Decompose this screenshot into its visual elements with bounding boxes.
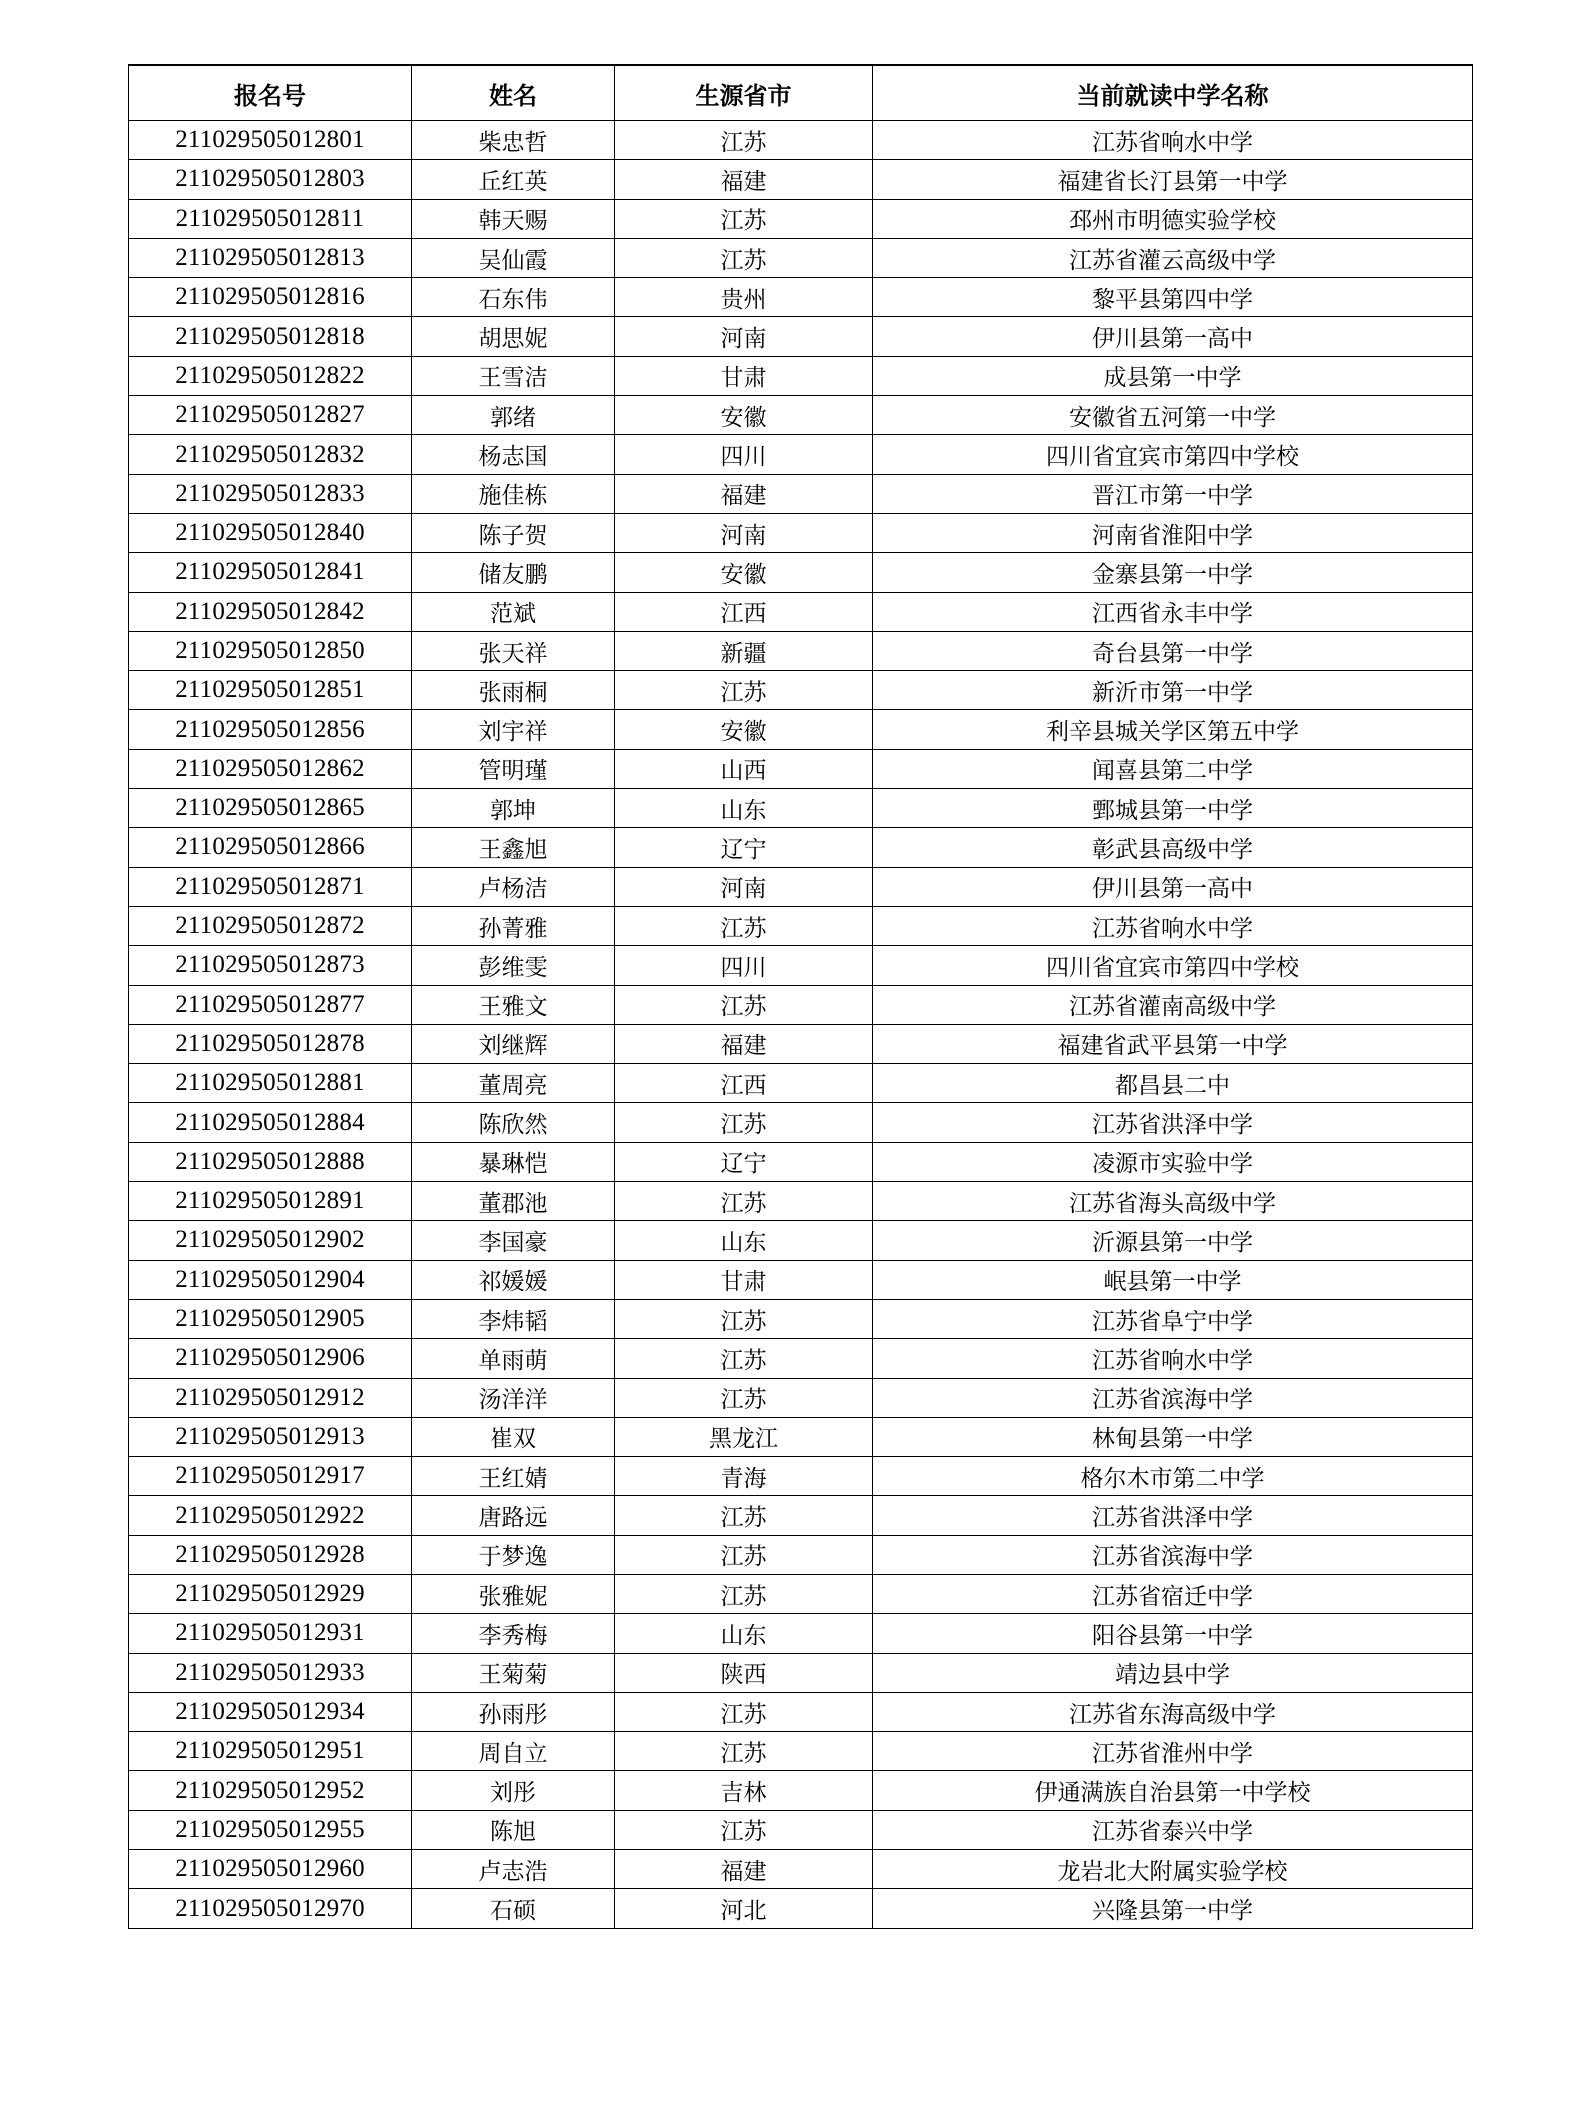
province-cell: 黑龙江 bbox=[615, 1417, 873, 1456]
school-name-cell: 伊川县第一高中 bbox=[873, 317, 1473, 356]
registration-number-cell: 211029505012832 bbox=[129, 435, 412, 474]
province-cell: 江苏 bbox=[615, 1535, 873, 1574]
header-row bbox=[129, 65, 1473, 121]
table-header bbox=[129, 65, 1473, 121]
table-row bbox=[129, 1614, 1473, 1653]
table-row bbox=[129, 356, 1473, 395]
table-row bbox=[129, 1535, 1473, 1574]
province-cell: 江苏 bbox=[615, 1732, 873, 1771]
registration-number-cell: 211029505012970 bbox=[129, 1889, 412, 1928]
school-name-cell: 安徽省五河第一中学 bbox=[873, 396, 1473, 435]
province-cell: 福建 bbox=[615, 1850, 873, 1889]
student-name-cell: 董郡池 bbox=[412, 1182, 615, 1221]
school-name-cell: 江苏省淮州中学 bbox=[873, 1732, 1473, 1771]
registration-number-cell: 211029505012912 bbox=[129, 1378, 412, 1417]
registration-number-cell: 211029505012906 bbox=[129, 1339, 412, 1378]
province-cell: 甘肃 bbox=[615, 1260, 873, 1299]
registration-number-cell: 211029505012922 bbox=[129, 1496, 412, 1535]
student-name-cell: 刘宇祥 bbox=[412, 710, 615, 749]
registration-number-cell: 211029505012801 bbox=[129, 121, 412, 160]
province-cell: 江苏 bbox=[615, 985, 873, 1024]
student-name-cell: 石东伟 bbox=[412, 278, 615, 317]
school-name-cell: 奇台县第一中学 bbox=[873, 631, 1473, 670]
province-cell: 江苏 bbox=[615, 1496, 873, 1535]
table-row bbox=[129, 317, 1473, 356]
school-name-cell: 江苏省泰兴中学 bbox=[873, 1810, 1473, 1849]
table-row bbox=[129, 1417, 1473, 1456]
school-name-cell: 伊通满族自治县第一中学校 bbox=[873, 1771, 1473, 1810]
registration-number-cell: 211029505012891 bbox=[129, 1182, 412, 1221]
school-name-cell: 阳谷县第一中学 bbox=[873, 1614, 1473, 1653]
registration-number-cell: 211029505012872 bbox=[129, 906, 412, 945]
table-row bbox=[129, 1692, 1473, 1731]
province-cell: 福建 bbox=[615, 474, 873, 513]
registration-number-cell: 211029505012931 bbox=[129, 1614, 412, 1653]
province-cell: 山东 bbox=[615, 1614, 873, 1653]
registration-number-cell: 211029505012813 bbox=[129, 238, 412, 277]
table-row bbox=[129, 671, 1473, 710]
student-name-cell: 唐路远 bbox=[412, 1496, 615, 1535]
school-name-cell: 四川省宜宾市第四中学校 bbox=[873, 435, 1473, 474]
student-name-cell: 张雨桐 bbox=[412, 671, 615, 710]
registration-number-cell: 211029505012933 bbox=[129, 1653, 412, 1692]
student-name-cell: 汤洋洋 bbox=[412, 1378, 615, 1417]
table-row bbox=[129, 1732, 1473, 1771]
school-name-cell: 格尔木市第二中学 bbox=[873, 1457, 1473, 1496]
registration-number-cell: 211029505012884 bbox=[129, 1103, 412, 1142]
school-name-cell: 凌源市实验中学 bbox=[873, 1142, 1473, 1181]
registration-number-cell: 211029505012818 bbox=[129, 317, 412, 356]
table-row bbox=[129, 121, 1473, 160]
province-cell: 河南 bbox=[615, 317, 873, 356]
province-cell: 甘肃 bbox=[615, 356, 873, 395]
province-cell: 江西 bbox=[615, 592, 873, 631]
registration-number-cell: 211029505012871 bbox=[129, 867, 412, 906]
registration-number-cell: 211029505012928 bbox=[129, 1535, 412, 1574]
province-cell: 山西 bbox=[615, 749, 873, 788]
table-row bbox=[129, 1810, 1473, 1849]
province-cell: 江苏 bbox=[615, 906, 873, 945]
student-name-cell: 陈子贺 bbox=[412, 513, 615, 552]
table-row bbox=[129, 867, 1473, 906]
school-name-cell: 鄄城县第一中学 bbox=[873, 789, 1473, 828]
student-name-cell: 于梦逸 bbox=[412, 1535, 615, 1574]
registration-number-cell: 211029505012811 bbox=[129, 199, 412, 238]
registration-number-cell: 211029505012934 bbox=[129, 1692, 412, 1731]
table-row bbox=[129, 1889, 1473, 1928]
registration-number-cell: 211029505012866 bbox=[129, 828, 412, 867]
school-name-cell: 江苏省阜宁中学 bbox=[873, 1299, 1473, 1338]
school-name-cell: 福建省武平县第一中学 bbox=[873, 1024, 1473, 1063]
school-name-cell: 利辛县城关学区第五中学 bbox=[873, 710, 1473, 749]
registration-number-cell: 211029505012865 bbox=[129, 789, 412, 828]
student-name-cell: 王雅文 bbox=[412, 985, 615, 1024]
student-name-cell: 张雅妮 bbox=[412, 1574, 615, 1613]
table-row bbox=[129, 631, 1473, 670]
student-name-cell: 管明瑾 bbox=[412, 749, 615, 788]
student-name-cell: 范斌 bbox=[412, 592, 615, 631]
student-name-cell: 韩天赐 bbox=[412, 199, 615, 238]
table-row bbox=[129, 160, 1473, 199]
school-name-cell: 沂源县第一中学 bbox=[873, 1221, 1473, 1260]
school-name-cell: 江苏省滨海中学 bbox=[873, 1378, 1473, 1417]
student-name-cell: 胡思妮 bbox=[412, 317, 615, 356]
table-row bbox=[129, 1496, 1473, 1535]
student-name-cell: 王红婧 bbox=[412, 1457, 615, 1496]
table-row bbox=[129, 985, 1473, 1024]
registration-number-cell: 211029505012951 bbox=[129, 1732, 412, 1771]
table-row bbox=[129, 1457, 1473, 1496]
school-name-cell: 江苏省滨海中学 bbox=[873, 1535, 1473, 1574]
registration-number-cell: 211029505012842 bbox=[129, 592, 412, 631]
province-cell: 辽宁 bbox=[615, 1142, 873, 1181]
student-name-cell: 王雪洁 bbox=[412, 356, 615, 395]
province-cell: 贵州 bbox=[615, 278, 873, 317]
student-name-cell: 孙菁雅 bbox=[412, 906, 615, 945]
table-row bbox=[129, 474, 1473, 513]
student-name-cell: 丘红英 bbox=[412, 160, 615, 199]
table-row bbox=[129, 710, 1473, 749]
student-name-cell: 刘继辉 bbox=[412, 1024, 615, 1063]
school-name-cell: 江苏省宿迁中学 bbox=[873, 1574, 1473, 1613]
table-row bbox=[129, 1024, 1473, 1063]
school-name-cell: 林甸县第一中学 bbox=[873, 1417, 1473, 1456]
table-row bbox=[129, 946, 1473, 985]
student-name-cell: 郭绪 bbox=[412, 396, 615, 435]
table-row bbox=[129, 828, 1473, 867]
student-name-cell: 孙雨彤 bbox=[412, 1692, 615, 1731]
province-cell: 辽宁 bbox=[615, 828, 873, 867]
student-name-cell: 彭维雯 bbox=[412, 946, 615, 985]
province-cell: 江苏 bbox=[615, 1339, 873, 1378]
student-name-cell: 杨志国 bbox=[412, 435, 615, 474]
school-name-cell: 彰武县高级中学 bbox=[873, 828, 1473, 867]
school-name-cell: 江苏省洪泽中学 bbox=[873, 1103, 1473, 1142]
table-row bbox=[129, 1142, 1473, 1181]
school-name-cell: 江西省永丰中学 bbox=[873, 592, 1473, 631]
province-cell: 福建 bbox=[615, 160, 873, 199]
province-cell: 新疆 bbox=[615, 631, 873, 670]
student-name-cell: 卢杨洁 bbox=[412, 867, 615, 906]
province-cell: 江苏 bbox=[615, 238, 873, 277]
school-name-cell: 江苏省响水中学 bbox=[873, 906, 1473, 945]
province-cell: 江苏 bbox=[615, 1810, 873, 1849]
student-name-cell: 陈欣然 bbox=[412, 1103, 615, 1142]
school-name-cell: 伊川县第一高中 bbox=[873, 867, 1473, 906]
school-name-cell: 闻喜县第二中学 bbox=[873, 749, 1473, 788]
province-cell: 青海 bbox=[615, 1457, 873, 1496]
province-cell: 江苏 bbox=[615, 199, 873, 238]
school-name-cell: 江苏省灌云高级中学 bbox=[873, 238, 1473, 277]
province-cell: 吉林 bbox=[615, 1771, 873, 1810]
province-cell: 山东 bbox=[615, 1221, 873, 1260]
table-row bbox=[129, 1653, 1473, 1692]
registration-number-cell: 211029505012929 bbox=[129, 1574, 412, 1613]
school-name-cell: 岷县第一中学 bbox=[873, 1260, 1473, 1299]
table-row bbox=[129, 906, 1473, 945]
table-row bbox=[129, 396, 1473, 435]
student-name-cell: 李秀梅 bbox=[412, 1614, 615, 1653]
table-row bbox=[129, 1103, 1473, 1142]
table-row bbox=[129, 1064, 1473, 1103]
province-cell: 河南 bbox=[615, 513, 873, 552]
student-name-cell: 董周亮 bbox=[412, 1064, 615, 1103]
student-name-cell: 张天祥 bbox=[412, 631, 615, 670]
registration-number-cell: 211029505012952 bbox=[129, 1771, 412, 1810]
province-cell: 江苏 bbox=[615, 1103, 873, 1142]
registration-number-cell: 211029505012877 bbox=[129, 985, 412, 1024]
registration-number-cell: 211029505012840 bbox=[129, 513, 412, 552]
school-name-cell: 江苏省东海高级中学 bbox=[873, 1692, 1473, 1731]
student-name-cell: 陈旭 bbox=[412, 1810, 615, 1849]
school-name-cell: 兴隆县第一中学 bbox=[873, 1889, 1473, 1928]
student-name-cell: 卢志浩 bbox=[412, 1850, 615, 1889]
student-name-cell: 祁媛媛 bbox=[412, 1260, 615, 1299]
student-name-cell: 施佳栋 bbox=[412, 474, 615, 513]
province-cell: 江苏 bbox=[615, 1692, 873, 1731]
table-row bbox=[129, 1850, 1473, 1889]
admission-roster-table bbox=[128, 64, 1473, 1929]
school-name-cell: 河南省淮阳中学 bbox=[873, 513, 1473, 552]
registration-number-cell: 211029505012878 bbox=[129, 1024, 412, 1063]
province-cell: 安徽 bbox=[615, 553, 873, 592]
table-row bbox=[129, 1339, 1473, 1378]
school-name-cell: 江苏省响水中学 bbox=[873, 121, 1473, 160]
province-cell: 陕西 bbox=[615, 1653, 873, 1692]
header-province: 生源省市 bbox=[615, 65, 873, 121]
school-name-cell: 江苏省海头高级中学 bbox=[873, 1182, 1473, 1221]
province-cell: 河北 bbox=[615, 1889, 873, 1928]
province-cell: 安徽 bbox=[615, 396, 873, 435]
province-cell: 江苏 bbox=[615, 121, 873, 160]
table-row bbox=[129, 1299, 1473, 1338]
registration-number-cell: 211029505012917 bbox=[129, 1457, 412, 1496]
table-row bbox=[129, 199, 1473, 238]
table-row bbox=[129, 1260, 1473, 1299]
table-body bbox=[129, 121, 1473, 1929]
student-name-cell: 李国豪 bbox=[412, 1221, 615, 1260]
province-cell: 江苏 bbox=[615, 1378, 873, 1417]
registration-number-cell: 211029505012841 bbox=[129, 553, 412, 592]
table-row bbox=[129, 1574, 1473, 1613]
province-cell: 福建 bbox=[615, 1024, 873, 1063]
school-name-cell: 福建省长汀县第一中学 bbox=[873, 160, 1473, 199]
province-cell: 江苏 bbox=[615, 1182, 873, 1221]
table-row bbox=[129, 1221, 1473, 1260]
student-name-cell: 储友鹏 bbox=[412, 553, 615, 592]
province-cell: 江苏 bbox=[615, 1574, 873, 1613]
school-name-cell: 江苏省响水中学 bbox=[873, 1339, 1473, 1378]
table-row bbox=[129, 238, 1473, 277]
registration-number-cell: 211029505012955 bbox=[129, 1810, 412, 1849]
province-cell: 江西 bbox=[615, 1064, 873, 1103]
school-name-cell: 金寨县第一中学 bbox=[873, 553, 1473, 592]
school-name-cell: 江苏省灌南高级中学 bbox=[873, 985, 1473, 1024]
table-row bbox=[129, 1771, 1473, 1810]
table-row bbox=[129, 789, 1473, 828]
registration-number-cell: 211029505012862 bbox=[129, 749, 412, 788]
registration-number-cell: 211029505012856 bbox=[129, 710, 412, 749]
registration-number-cell: 211029505012881 bbox=[129, 1064, 412, 1103]
student-name-cell: 郭坤 bbox=[412, 789, 615, 828]
registration-number-cell: 211029505012913 bbox=[129, 1417, 412, 1456]
registration-number-cell: 211029505012816 bbox=[129, 278, 412, 317]
student-name-cell: 吴仙霞 bbox=[412, 238, 615, 277]
student-name-cell: 王鑫旭 bbox=[412, 828, 615, 867]
school-name-cell: 四川省宜宾市第四中学校 bbox=[873, 946, 1473, 985]
table-row bbox=[129, 278, 1473, 317]
registration-number-cell: 211029505012827 bbox=[129, 396, 412, 435]
registration-number-cell: 211029505012905 bbox=[129, 1299, 412, 1338]
student-name-cell: 李炜韬 bbox=[412, 1299, 615, 1338]
table-row bbox=[129, 1182, 1473, 1221]
province-cell: 安徽 bbox=[615, 710, 873, 749]
student-name-cell: 刘彤 bbox=[412, 1771, 615, 1810]
registration-number-cell: 211029505012833 bbox=[129, 474, 412, 513]
student-name-cell: 单雨萌 bbox=[412, 1339, 615, 1378]
student-name-cell: 周自立 bbox=[412, 1732, 615, 1771]
table-row bbox=[129, 1378, 1473, 1417]
student-name-cell: 暴琳恺 bbox=[412, 1142, 615, 1181]
school-name-cell: 龙岩北大附属实验学校 bbox=[873, 1850, 1473, 1889]
registration-number-cell: 211029505012888 bbox=[129, 1142, 412, 1181]
student-name-cell: 王菊菊 bbox=[412, 1653, 615, 1692]
school-name-cell: 黎平县第四中学 bbox=[873, 278, 1473, 317]
province-cell: 江苏 bbox=[615, 671, 873, 710]
province-cell: 江苏 bbox=[615, 1299, 873, 1338]
registration-number-cell: 211029505012851 bbox=[129, 671, 412, 710]
header-name: 姓名 bbox=[412, 65, 615, 121]
student-name-cell: 石硕 bbox=[412, 1889, 615, 1928]
registration-number-cell: 211029505012960 bbox=[129, 1850, 412, 1889]
school-name-cell: 新沂市第一中学 bbox=[873, 671, 1473, 710]
province-cell: 河南 bbox=[615, 867, 873, 906]
province-cell: 四川 bbox=[615, 946, 873, 985]
registration-number-cell: 211029505012902 bbox=[129, 1221, 412, 1260]
province-cell: 四川 bbox=[615, 435, 873, 474]
registration-number-cell: 211029505012873 bbox=[129, 946, 412, 985]
table-row bbox=[129, 435, 1473, 474]
registration-number-cell: 211029505012822 bbox=[129, 356, 412, 395]
registration-number-cell: 211029505012904 bbox=[129, 1260, 412, 1299]
student-name-cell: 崔双 bbox=[412, 1417, 615, 1456]
school-name-cell: 靖边县中学 bbox=[873, 1653, 1473, 1692]
school-name-cell: 邳州市明德实验学校 bbox=[873, 199, 1473, 238]
school-name-cell: 成县第一中学 bbox=[873, 356, 1473, 395]
table-row bbox=[129, 553, 1473, 592]
school-name-cell: 都昌县二中 bbox=[873, 1064, 1473, 1103]
school-name-cell: 江苏省洪泽中学 bbox=[873, 1496, 1473, 1535]
table-row bbox=[129, 592, 1473, 631]
registration-number-cell: 211029505012850 bbox=[129, 631, 412, 670]
header-registration-number: 报名号 bbox=[129, 65, 412, 121]
registration-number-cell: 211029505012803 bbox=[129, 160, 412, 199]
province-cell: 山东 bbox=[615, 789, 873, 828]
school-name-cell: 晋江市第一中学 bbox=[873, 474, 1473, 513]
table-row bbox=[129, 513, 1473, 552]
header-school: 当前就读中学名称 bbox=[873, 65, 1473, 121]
table-row bbox=[129, 749, 1473, 788]
student-name-cell: 柴忠哲 bbox=[412, 121, 615, 160]
